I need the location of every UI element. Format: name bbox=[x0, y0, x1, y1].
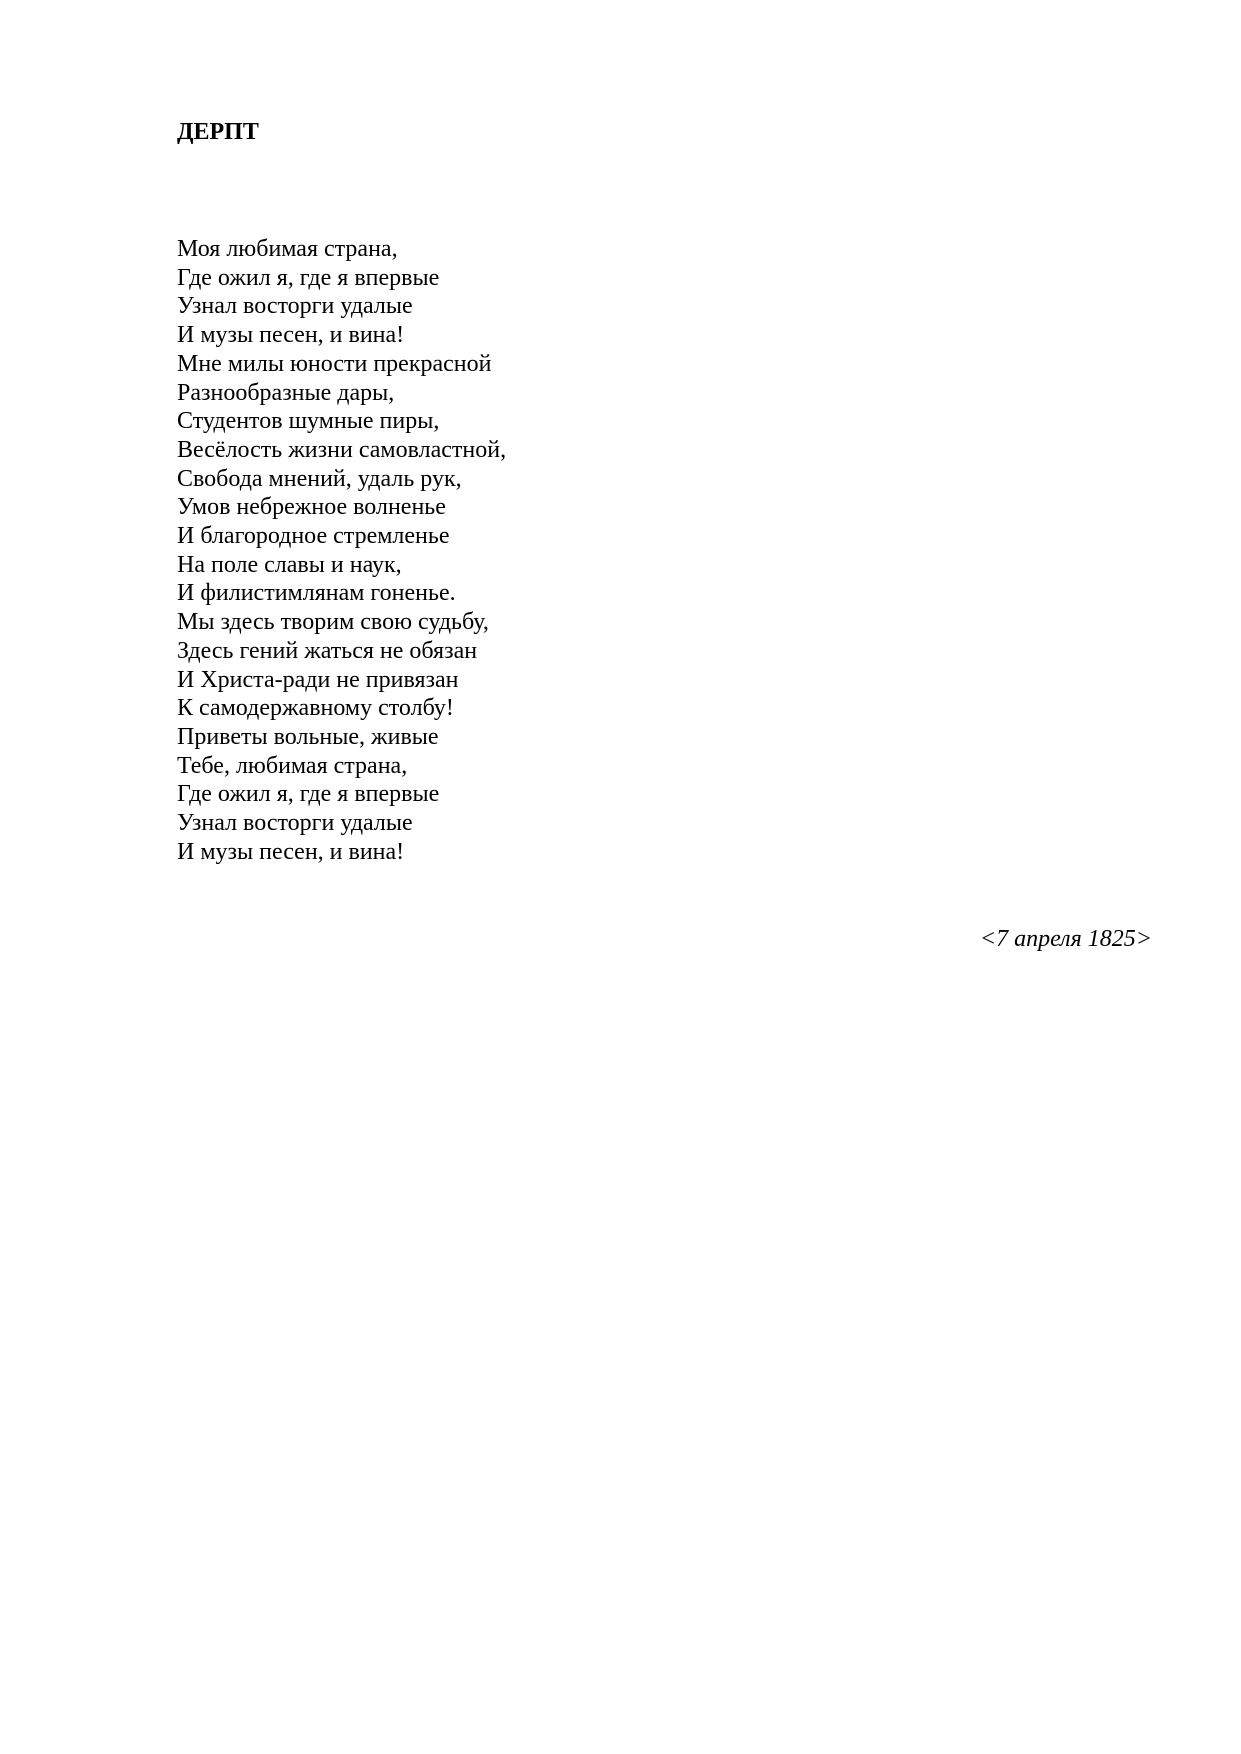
poem-line: Где ожил я, где я впервые bbox=[177, 781, 440, 808]
poem-line: Умов небрежное волненье bbox=[177, 494, 446, 521]
poem-line: Узнал восторги удалые bbox=[177, 810, 413, 837]
poem-line: Здесь гений жаться не обязан bbox=[177, 637, 478, 664]
poem-line: И благородное стремленье bbox=[177, 523, 450, 550]
poem-line: Тебе, любимая страна, bbox=[177, 752, 408, 779]
poem-line: Разнообразные дары, bbox=[177, 379, 395, 406]
poem-line: Приветы вольные, живые bbox=[177, 723, 439, 750]
poem-date: <7 апреля 1825> bbox=[979, 926, 1152, 952]
poem-line: И Христа-ради не привязан bbox=[177, 666, 459, 693]
poem-line: Свобода мнений, удаль рук, bbox=[177, 465, 462, 492]
poem-line: И филистимлянам гоненье. bbox=[177, 580, 456, 607]
poem-line: Узнал восторги удалые bbox=[177, 293, 413, 320]
poem-line: Весёлость жизни самовластной, bbox=[177, 436, 507, 463]
poem-line: И музы песен, и вина! bbox=[177, 838, 405, 865]
poem-line: Мы здесь творим свою судьбу, bbox=[177, 609, 489, 636]
poem-line: Студентов шумные пиры, bbox=[177, 408, 440, 435]
poem-line: И музы песен, и вина! bbox=[177, 322, 405, 349]
poem-line: К самодержавному столбу! bbox=[177, 695, 454, 722]
poem-title: ДЕРПТ bbox=[177, 119, 259, 145]
poem-body bbox=[177, 235, 506, 866]
poem-line: На поле славы и наук, bbox=[177, 551, 402, 578]
poem-line: Мне милы юности прекрасной bbox=[177, 350, 492, 377]
poem-line: Моя любимая страна, bbox=[177, 236, 398, 262]
poem-line: Где ожил я, где я впервые bbox=[177, 264, 440, 291]
